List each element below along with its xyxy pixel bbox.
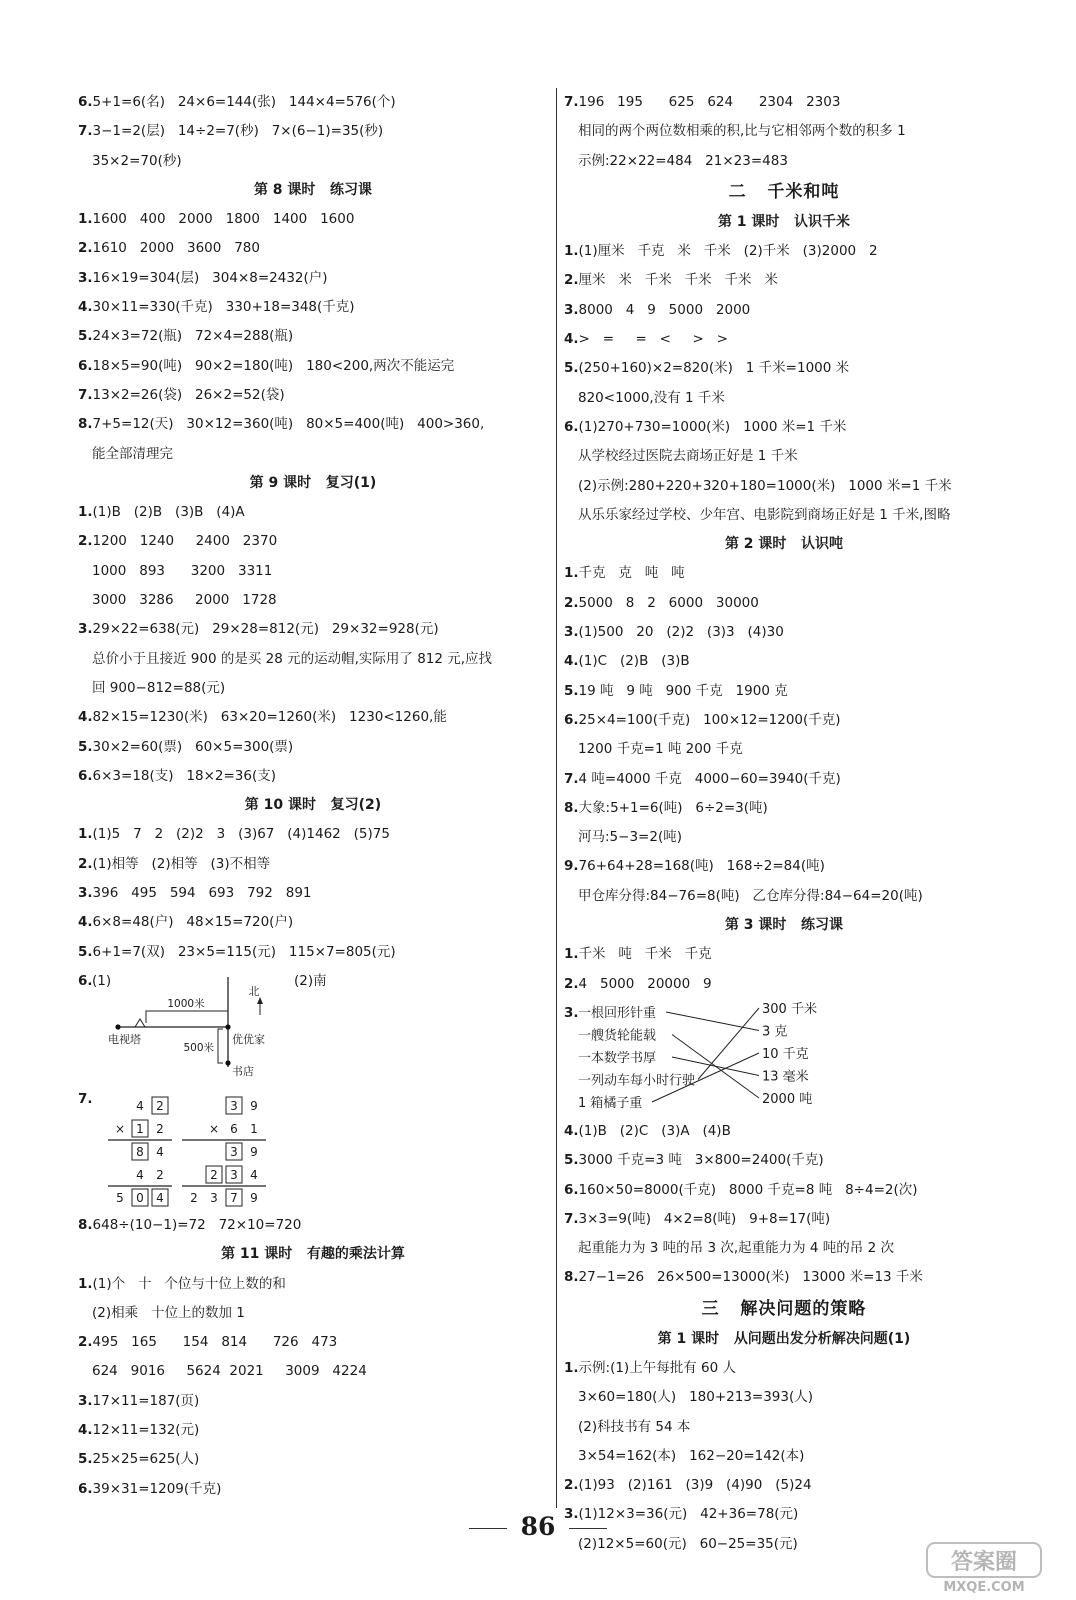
digit: 0 xyxy=(136,1190,144,1205)
answer-text: 能全部清理完 xyxy=(92,445,173,462)
digit: 9 xyxy=(250,1098,258,1113)
answer-text: 4 5000 20000 9 xyxy=(578,975,712,992)
answer-text: 5+1=6(名) 24×6=144(张) 144×4=576(个) xyxy=(92,94,396,110)
item-number: 2. xyxy=(564,1477,579,1494)
answer-text: 820<1000,没有 1 千米 xyxy=(578,389,725,406)
item-number: 4. xyxy=(564,653,579,670)
item-number: 5. xyxy=(78,738,93,755)
part-label: (1) xyxy=(92,972,112,989)
answer-text: 18×5=90(吨) 90×2=180(吨) 180<200,两次不能运完 xyxy=(92,357,455,374)
answer-line xyxy=(78,1299,548,1328)
page-number xyxy=(0,1512,1076,1541)
answer-line xyxy=(78,938,548,967)
answer-line xyxy=(564,735,1004,764)
matching-lines xyxy=(564,999,1004,1117)
digit: 4 xyxy=(156,1144,164,1159)
answer-line xyxy=(564,1471,1004,1500)
matching-right-item: 13 毫米 xyxy=(762,1069,809,1085)
answer-line xyxy=(564,117,1004,146)
answer-line xyxy=(78,1475,548,1504)
answer-text: 3×60=180(人) 180+213=393(人) xyxy=(578,1389,814,1406)
bookstore-point xyxy=(225,1060,230,1065)
item-number: 5. xyxy=(78,943,93,960)
answer-text: 3000 千克=3 吨 3×800=2400(千克) xyxy=(578,1152,824,1169)
answer-text: 396 495 594 693 792 891 xyxy=(92,885,312,902)
answer-text: 39×31=1209(千克) xyxy=(92,1480,222,1497)
item-number: 8. xyxy=(78,416,93,433)
digit: 2 xyxy=(156,1121,164,1136)
answer-text: 起重能力为 3 吨的吊 3 次,起重能力为 4 吨的吊 2 次 xyxy=(578,1240,894,1257)
item-number: 7. xyxy=(78,1090,93,1107)
answer-text: 总价小于且接近 900 的是买 28 元的运动帽,实际用了 812 元,应找 xyxy=(92,650,493,667)
unit-heading: 二 千米和吨 xyxy=(728,181,840,202)
north-label: 北 xyxy=(248,984,260,998)
answer-line xyxy=(564,882,1004,911)
answer-line xyxy=(78,615,548,644)
item-number: 1. xyxy=(564,565,579,582)
item-number: 5. xyxy=(564,682,579,699)
label-bookstore: 书店 xyxy=(232,1064,254,1078)
item-number: 8. xyxy=(564,799,579,816)
answer-text: 25×25=625(人) xyxy=(92,1451,200,1468)
digit: 2 xyxy=(156,1098,164,1113)
item-number: 3. xyxy=(564,1506,579,1523)
lesson-heading: 第 11 课时 有趣的乘法计算 xyxy=(221,1246,405,1263)
item-number: 2. xyxy=(564,975,579,992)
answer-line xyxy=(564,472,1004,501)
lesson-heading: 第 2 课时 认识吨 xyxy=(724,536,844,553)
answer-text: 6+1=7(双) 23×5=115(元) 115×7=805(元) xyxy=(92,943,396,960)
answer-text: 从乐乐家经过学校、少年宫、电影院到商场正好是 1 千米,图略 xyxy=(578,506,951,523)
item-number: 1. xyxy=(564,243,579,260)
answer-line xyxy=(78,1445,548,1474)
answer-text: 4 吨=4000 千克 4000−60=3940(千克) xyxy=(578,770,841,787)
matching-right-item: 3 克 xyxy=(762,1024,788,1040)
answer-text: 12×11=132(元) xyxy=(92,1421,200,1438)
answer-text: (1)5 7 2 (2)2 3 (3)67 (4)1462 (5)75 xyxy=(92,826,390,843)
item-number: 6. xyxy=(78,767,93,784)
answer-line xyxy=(564,384,1004,413)
answer-text: 3×3=9(吨) 4×2=8(吨) 9+8=17(吨) xyxy=(578,1210,831,1227)
answer-text: 千克 克 吨 吨 xyxy=(578,565,685,582)
digit: 3 xyxy=(230,1098,238,1113)
item-number: 6. xyxy=(78,972,93,989)
item-number: 5. xyxy=(564,360,579,377)
item-number: 4. xyxy=(78,1421,93,1438)
answer-text: 648÷(10−1)=72 72×10=720 xyxy=(92,1216,302,1233)
left-column xyxy=(78,88,548,1504)
item-number: 6. xyxy=(564,711,579,728)
answer-text: (1)B (2)B (3)B (4)A xyxy=(92,504,245,521)
answer-line xyxy=(564,1205,1004,1234)
answer-text: 3×54=162(本) 162−20=142(本) xyxy=(578,1447,805,1464)
watermark-logo-text: 答案圈 xyxy=(950,1550,1018,1575)
answer-text: 495 165 154 814 726 473 xyxy=(92,1334,338,1351)
column-divider xyxy=(556,88,557,1508)
digit: × xyxy=(208,1121,220,1136)
digit: 4 xyxy=(156,1190,164,1205)
answer-line xyxy=(564,1176,1004,1205)
item-number: 7. xyxy=(78,386,93,403)
distance-label-500: 500米 xyxy=(183,1041,214,1054)
answer-line xyxy=(564,1354,1004,1383)
answer-line xyxy=(78,850,548,879)
answer-line xyxy=(564,1413,1004,1442)
answer-line xyxy=(564,237,1004,266)
item-number: 2. xyxy=(78,855,93,872)
item-number: 2. xyxy=(78,240,93,257)
item-number: 3. xyxy=(78,621,93,638)
item-number: 1. xyxy=(564,946,579,963)
digit: 6 xyxy=(230,1121,238,1136)
answer-line xyxy=(564,706,1004,735)
dash-left xyxy=(469,1528,507,1529)
answer-text: 7+5=12(天) 30×12=360(吨) 80×5=400(吨) 400>360, xyxy=(92,416,485,433)
item-number: 5. xyxy=(564,1152,579,1169)
digit: 8 xyxy=(136,1144,144,1159)
answer-line xyxy=(564,354,1004,383)
answer-text: 16×19=304(层) 304×8=2432(户) xyxy=(92,269,328,286)
item-number: 3. xyxy=(564,301,579,318)
answer-line xyxy=(564,559,1004,588)
answer-line xyxy=(564,442,1004,471)
answer-line xyxy=(78,1416,548,1445)
answer-line xyxy=(78,322,548,351)
answer-text: 厘米 米 千米 千米 千米 米 xyxy=(578,272,778,289)
digit: 2 xyxy=(190,1190,198,1205)
answer-text: 8000 4 9 5000 2000 xyxy=(578,301,751,318)
matching-left-item: 一根回形针重 xyxy=(578,1005,657,1021)
digit: 4 xyxy=(136,1098,144,1113)
lesson-heading: 第 8 课时 练习课 xyxy=(253,181,373,198)
answer-line xyxy=(564,1117,1004,1146)
answer-line xyxy=(564,647,1004,676)
map-figure xyxy=(78,967,548,1085)
answer-line xyxy=(78,381,548,410)
item-number: 5. xyxy=(78,1451,93,1468)
answer-line xyxy=(78,1270,548,1299)
answer-text: 76+64+28=168(吨) 168÷2=84(吨) xyxy=(578,858,825,875)
answer-text: 河马:5−3=2(吨) xyxy=(578,829,682,846)
answer-south: (2)南 xyxy=(294,972,327,989)
dash-right xyxy=(569,1528,607,1529)
answer-text: > = = < > > xyxy=(578,331,728,348)
answer-text: (2)示例:280+220+320+180=1000(米) 1000 米=1 千米 xyxy=(578,477,952,494)
answer-text: 82×15=1230(米) 63×20=1260(米) 1230<1260,能 xyxy=(92,709,447,726)
item-number: 4. xyxy=(78,709,93,726)
answer-line xyxy=(78,557,548,586)
item-number: 2. xyxy=(564,272,579,289)
item-number: 6. xyxy=(78,1480,93,1497)
item-number: 4. xyxy=(78,914,93,931)
answer-text: 35×2=70(秒) xyxy=(92,152,182,169)
answer-line xyxy=(78,498,548,527)
answer-text: 3−1=2(层) 14÷2=7(秒) 7×(6−1)=35(秒) xyxy=(92,123,384,140)
answer-line xyxy=(78,762,548,791)
item-number: 5. xyxy=(78,328,93,345)
answer-text: 回 900−812=88(元) xyxy=(92,679,226,696)
answer-line xyxy=(564,88,1004,117)
digit: × xyxy=(114,1121,126,1136)
item-number: 1. xyxy=(78,211,93,228)
answer-line xyxy=(78,147,548,176)
digit: 7 xyxy=(230,1190,238,1205)
item-number: 2. xyxy=(564,594,579,611)
answer-line xyxy=(78,908,548,937)
answer-text: 从学校经过医院去商场正好是 1 千米 xyxy=(578,448,798,465)
answer-text: 1610 2000 3600 780 xyxy=(92,240,260,257)
bracket-500 xyxy=(218,1029,223,1063)
answer-text: 24×3=72(瓶) 72×4=288(瓶) xyxy=(92,328,294,345)
matching-right-item: 10 千克 xyxy=(762,1046,809,1062)
answer-text: 19 吨 9 吨 900 千克 1900 克 xyxy=(578,682,788,699)
digit: 2 xyxy=(156,1167,164,1182)
answer-line xyxy=(564,589,1004,618)
answer-text: 示例:(1)上午每批有 60 人 xyxy=(578,1359,736,1376)
item-number: 3. xyxy=(564,1004,579,1021)
answer-text: 30×2=60(票) 60×5=300(票) xyxy=(92,738,294,755)
match-line xyxy=(666,1012,759,1031)
lesson-heading: 第 1 课时 认识千米 xyxy=(717,213,851,230)
answer-text: 624 9016 5624 2021 3009 4224 xyxy=(92,1363,367,1380)
lesson-heading: 第 3 课时 练习课 xyxy=(724,917,844,934)
item-number: 4. xyxy=(564,331,579,348)
answer-line xyxy=(78,293,548,322)
item-number: 3. xyxy=(564,624,579,641)
answer-text: (250+160)×2=820(米) 1 千米=1000 米 xyxy=(578,360,850,377)
answer-text: (1)12×3=36(元) 42+36=78(元) xyxy=(578,1506,799,1523)
answer-text: 相同的两个两位数相乘的积,比与它相邻两个数的积多 1 xyxy=(578,123,906,140)
answer-line xyxy=(564,823,1004,852)
answer-line xyxy=(564,501,1004,530)
answer-text: 17×11=187(页) xyxy=(92,1392,200,1409)
answer-line xyxy=(564,970,1004,999)
digit: 3 xyxy=(230,1144,238,1159)
answer-line xyxy=(564,794,1004,823)
answer-text: 5000 8 2 6000 30000 xyxy=(578,594,759,611)
answer-line xyxy=(78,410,548,439)
digit: 9 xyxy=(250,1144,258,1159)
item-number: 4. xyxy=(78,299,93,316)
digit: 2 xyxy=(210,1167,218,1182)
answer-line xyxy=(78,117,548,146)
answer-text: 示例:22×22=484 21×23=483 xyxy=(578,152,788,169)
north-arrow-head xyxy=(257,997,263,1004)
answer-line xyxy=(564,413,1004,442)
matching-left-item: 1 箱橘子重 xyxy=(578,1095,643,1111)
answer-text: 25×4=100(千克) 100×12=1200(千克) xyxy=(578,711,841,728)
answer-text: (1)B (2)C (3)A (4)B xyxy=(578,1122,731,1139)
answer-line xyxy=(78,440,548,469)
digit: 3 xyxy=(230,1167,238,1182)
right-column xyxy=(564,88,1004,1559)
answer-text: 大象:5+1=6(吨) 6÷2=3(吨) xyxy=(578,799,768,816)
item-number: 1. xyxy=(564,1359,579,1376)
answer-line xyxy=(78,205,548,234)
item-number: 6. xyxy=(564,418,579,435)
matching-right-item: 300 千米 xyxy=(762,1001,817,1017)
answer-text: (2)科技书有 54 本 xyxy=(578,1418,691,1435)
answer-text: 甲仓库分得:84−76=8(吨) 乙仓库分得:84−64=20(吨) xyxy=(578,887,923,904)
answer-text: 160×50=8000(千克) 8000 千克=8 吨 8÷4=2(次) xyxy=(578,1181,918,1198)
answer-text: 30×11=330(千克) 330+18=348(千克) xyxy=(92,299,355,316)
item-number: 3. xyxy=(78,885,93,902)
answer-text: 1200 1240 2400 2370 xyxy=(92,533,278,550)
item-number: 3. xyxy=(78,1392,93,1409)
item-number: 8. xyxy=(564,1269,579,1286)
item-number: 1. xyxy=(78,1275,93,1292)
home-point xyxy=(225,1024,230,1029)
answer-line xyxy=(564,765,1004,794)
matching-left-item: 一本数学书厚 xyxy=(578,1050,657,1066)
digit: 3 xyxy=(210,1190,218,1205)
tv-tower-point xyxy=(115,1024,120,1029)
answer-text: 3000 3286 2000 1728 xyxy=(92,592,277,609)
item-number: 9. xyxy=(564,858,579,875)
answer-text: (1)厘米 千克 米 千米 (2)千米 (3)2000 2 xyxy=(578,243,878,260)
answer-line xyxy=(564,1383,1004,1412)
answer-line xyxy=(564,325,1004,354)
answer-text: (1)C (2)B (3)B xyxy=(578,653,690,670)
label-home: 优优家 xyxy=(232,1032,265,1046)
answer-text: 6×8=48(户) 48×15=720(户) xyxy=(92,914,294,931)
answer-line xyxy=(78,352,548,381)
answer-line xyxy=(78,733,548,762)
lesson-heading: 第 9 课时 复习(1) xyxy=(249,474,377,491)
answer-line xyxy=(78,1387,548,1416)
answer-text: 13×2=26(袋) 26×2=52(袋) xyxy=(92,386,285,403)
answer-line xyxy=(564,852,1004,881)
answer-line xyxy=(564,677,1004,706)
answer-text: (1)500 20 (2)2 (3)3 (4)30 xyxy=(578,624,784,641)
answer-text: (1)93 (2)161 (3)9 (4)90 (5)24 xyxy=(578,1477,812,1494)
multiplication-puzzle xyxy=(78,1085,548,1211)
answer-text: (1)270+730=1000(米) 1000 米=1 千米 xyxy=(578,418,847,435)
digit: 4 xyxy=(250,1167,258,1182)
digit: 9 xyxy=(250,1190,258,1205)
answer-line xyxy=(78,1211,548,1240)
item-number: 7. xyxy=(564,94,579,110)
item-number: 6. xyxy=(78,357,93,374)
item-number: 7. xyxy=(564,770,579,787)
answer-text: 27−1=26 26×500=13000(米) 13000 米=13 千米 xyxy=(578,1269,923,1286)
answer-line xyxy=(78,820,548,849)
answer-line xyxy=(564,1146,1004,1175)
answer-line xyxy=(78,88,548,117)
answer-line xyxy=(78,1328,548,1357)
answer-line xyxy=(78,264,548,293)
item-number: 3. xyxy=(78,269,93,286)
tv-tower-triangle xyxy=(135,1019,145,1027)
item-number: 2. xyxy=(78,533,93,550)
answer-line xyxy=(564,147,1004,176)
answer-text: 6×3=18(支) 18×2=36(支) xyxy=(92,767,277,784)
answer-text: (2)相乘 十位上的数加 1 xyxy=(92,1304,245,1321)
lesson-heading: 第 10 课时 复习(2) xyxy=(244,797,382,814)
answer-text: 千米 吨 千米 千克 xyxy=(578,946,712,963)
item-number: 8. xyxy=(78,1216,93,1233)
digit: 1 xyxy=(136,1121,144,1136)
answer-line xyxy=(78,1357,548,1386)
answer-line xyxy=(564,1442,1004,1471)
bracket-1000 xyxy=(146,1011,228,1023)
route-map xyxy=(78,967,518,1085)
watermark-logo xyxy=(926,1542,1042,1594)
item-number: 7. xyxy=(564,1210,579,1227)
answer-line xyxy=(564,1234,1004,1263)
unit-heading: 三 解决问题的策略 xyxy=(701,1298,867,1319)
answer-line xyxy=(78,234,548,263)
answer-text: 1600 400 2000 1800 1400 1600 xyxy=(92,211,355,228)
digit: 4 xyxy=(136,1167,144,1182)
answer-text: 1200 千克=1 吨 200 千克 xyxy=(578,741,743,758)
label-tv-tower: 电视塔 xyxy=(108,1032,141,1046)
matching-left-item: 一艘货轮能载 xyxy=(578,1028,657,1044)
item-number: 1. xyxy=(78,826,93,843)
answer-text: 1000 893 3200 3311 xyxy=(92,562,273,579)
answer-text: (1)个 十 个位与十位上数的和 xyxy=(92,1275,286,1292)
distance-label-1000: 1000米 xyxy=(167,997,205,1010)
answer-line xyxy=(564,618,1004,647)
answer-text: 29×22=638(元) 29×28=812(元) 29×32=928(元) xyxy=(92,621,439,638)
answer-line xyxy=(78,703,548,732)
puzzle-figure xyxy=(78,1085,518,1211)
item-number: 4. xyxy=(564,1122,579,1139)
answer-line xyxy=(564,296,1004,325)
item-number: 6. xyxy=(564,1181,579,1198)
item-number: 2. xyxy=(78,1334,93,1351)
item-number: 1. xyxy=(78,504,93,521)
matching-exercise xyxy=(564,999,1004,1117)
answer-line xyxy=(78,879,548,908)
answer-line xyxy=(78,586,548,615)
watermark-url: MXQE.COM xyxy=(943,1580,1025,1594)
digit: 5 xyxy=(116,1190,124,1205)
matching-right-item: 2000 吨 xyxy=(762,1091,813,1107)
matching-left-item: 一列动车每小时行驶 xyxy=(578,1073,696,1089)
answer-text: 196 195 625 624 2304 2303 xyxy=(578,94,841,110)
lesson-heading: 第 1 课时 从问题出发分析解决问题(1) xyxy=(657,1330,911,1347)
answer-line xyxy=(78,527,548,556)
item-number: 7. xyxy=(78,123,93,140)
page-number-text: 86 xyxy=(520,1512,556,1541)
digit: 1 xyxy=(250,1121,258,1136)
answer-text: (1)相等 (2)相等 (3)不相等 xyxy=(92,855,271,872)
answer-text: (2)12×5=60(元) 60−25=35(元) xyxy=(578,1535,798,1552)
answer-line xyxy=(78,645,548,674)
answer-line xyxy=(78,674,548,703)
answer-line xyxy=(564,266,1004,295)
answer-line xyxy=(564,1263,1004,1292)
answer-line xyxy=(564,940,1004,969)
item-number: 6. xyxy=(78,94,93,110)
